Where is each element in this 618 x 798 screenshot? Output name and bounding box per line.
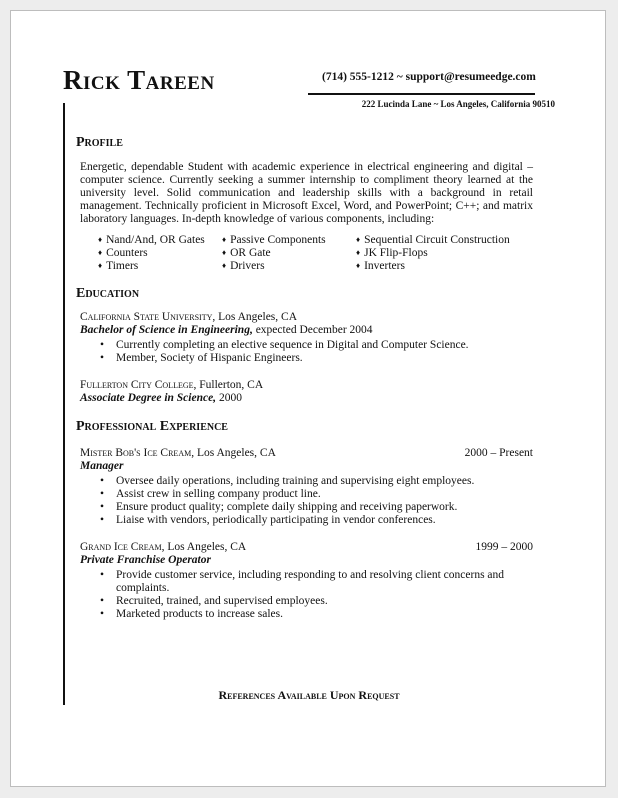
candidate-name: Rick Tareen [63, 65, 215, 95]
entry-header [80, 541, 533, 554]
education-heading: Education [76, 286, 140, 301]
entry-header [80, 379, 533, 392]
skills-column [356, 234, 510, 273]
skill-item: ♦ Drivers [222, 260, 356, 273]
list-item: • Oversee daily operations, including training and supervising eight employees. [116, 475, 533, 488]
skill-item: ♦ OR Gate [222, 247, 356, 260]
skill-item: ♦ Passive Components [222, 234, 356, 247]
school-name: California State University [80, 311, 213, 323]
contact-info: (714) 555-1212 ~ support@resumeedge.com [322, 71, 536, 83]
education-entry [76, 379, 533, 405]
left-rule [63, 103, 65, 705]
resume-body [76, 134, 533, 621]
skills-column [98, 234, 222, 273]
entry-header [80, 447, 533, 460]
employer-line [80, 541, 246, 554]
address: 222 Lucinda Lane ~ Los Angeles, California 90510 [361, 99, 555, 109]
job-dates: 2000 – Present [464, 447, 533, 459]
school-location: , Los Angeles, CA [212, 311, 298, 323]
school-location: , Fullerton, CA [193, 379, 264, 391]
skill-item: ♦ Inverters [356, 260, 510, 273]
job-dates: 1999 – 2000 [475, 541, 533, 553]
job-entry [76, 447, 533, 527]
skills-column [222, 234, 356, 273]
school-line [80, 379, 263, 392]
education-entry [76, 311, 533, 365]
entry-header [80, 311, 533, 324]
list-item: • Member, Society of Hispanic Engineers. [116, 352, 533, 365]
profile-heading: Profile [76, 135, 123, 150]
employer-name: Mister Bob's Ice Cream [80, 447, 192, 459]
degree-detail: 2000 [216, 392, 242, 404]
employer-location: , Los Angeles, CA [161, 541, 247, 553]
list-item: • Liaise with vendors, periodically participating in vendor conferences. [116, 514, 533, 527]
degree-line [80, 324, 533, 337]
skills-list [98, 234, 533, 273]
list-item: • Assist crew in selling company product line. [116, 488, 533, 501]
skill-item: ♦ Sequential Circuit Construction [356, 234, 510, 247]
employer-line [80, 447, 276, 460]
employer-location: , Los Angeles, CA [191, 447, 276, 459]
job-title: Manager [80, 460, 124, 472]
experience-heading: Professional Experience [76, 419, 228, 434]
degree-detail: expected December 2004 [252, 324, 373, 336]
profile-summary: Energetic, dependable Student with academic experience in electrical engineering and digital – computer science. Currently seeking a summer internship to compliment theory learned at the university level. Solid communication and leadership skills with a background in retail management. Technically proficient in Microsoft Excel, Word, and PowerPoint; C++; and matrix laboratory languages. In-depth knowledge of various components, including: [80, 161, 533, 225]
profile-section [76, 134, 533, 273]
education-bullets [76, 339, 533, 365]
experience-section [76, 418, 533, 621]
list-item: • Ensure product quality; complete daily shipping and receiving paperwork. [116, 501, 533, 514]
school-name: Fullerton City College [80, 379, 194, 391]
list-item: • Recruited, trained, and supervised employees. [116, 595, 533, 608]
skill-item: ♦ JK Flip-Flops [356, 247, 510, 260]
list-item: • Provide customer service, including responding to and resolving client concerns and complaints. [116, 569, 533, 595]
job-title: Private Franchise Operator [80, 554, 211, 566]
references-note: References Available Upon Request [218, 688, 400, 702]
education-section [76, 285, 533, 405]
school-line [80, 311, 297, 324]
job-bullets [76, 475, 533, 527]
skill-item: ♦ Timers [98, 260, 222, 273]
degree-name: Associate Degree in Science, [80, 392, 217, 404]
employer-name: Grand Ice Cream [80, 541, 162, 553]
list-item: • Currently completing an elective sequence in Digital and Computer Science. [116, 339, 533, 352]
job-bullets [76, 569, 533, 621]
skill-item: ♦ Nand/And, OR Gates [98, 234, 222, 247]
degree-line [80, 392, 533, 405]
header-rule [308, 93, 535, 95]
list-item: • Marketed products to increase sales. [116, 608, 533, 621]
skill-item: ♦ Counters [98, 247, 222, 260]
job-entry [76, 541, 533, 621]
degree-name: Bachelor of Science in Engineering, [80, 324, 253, 336]
